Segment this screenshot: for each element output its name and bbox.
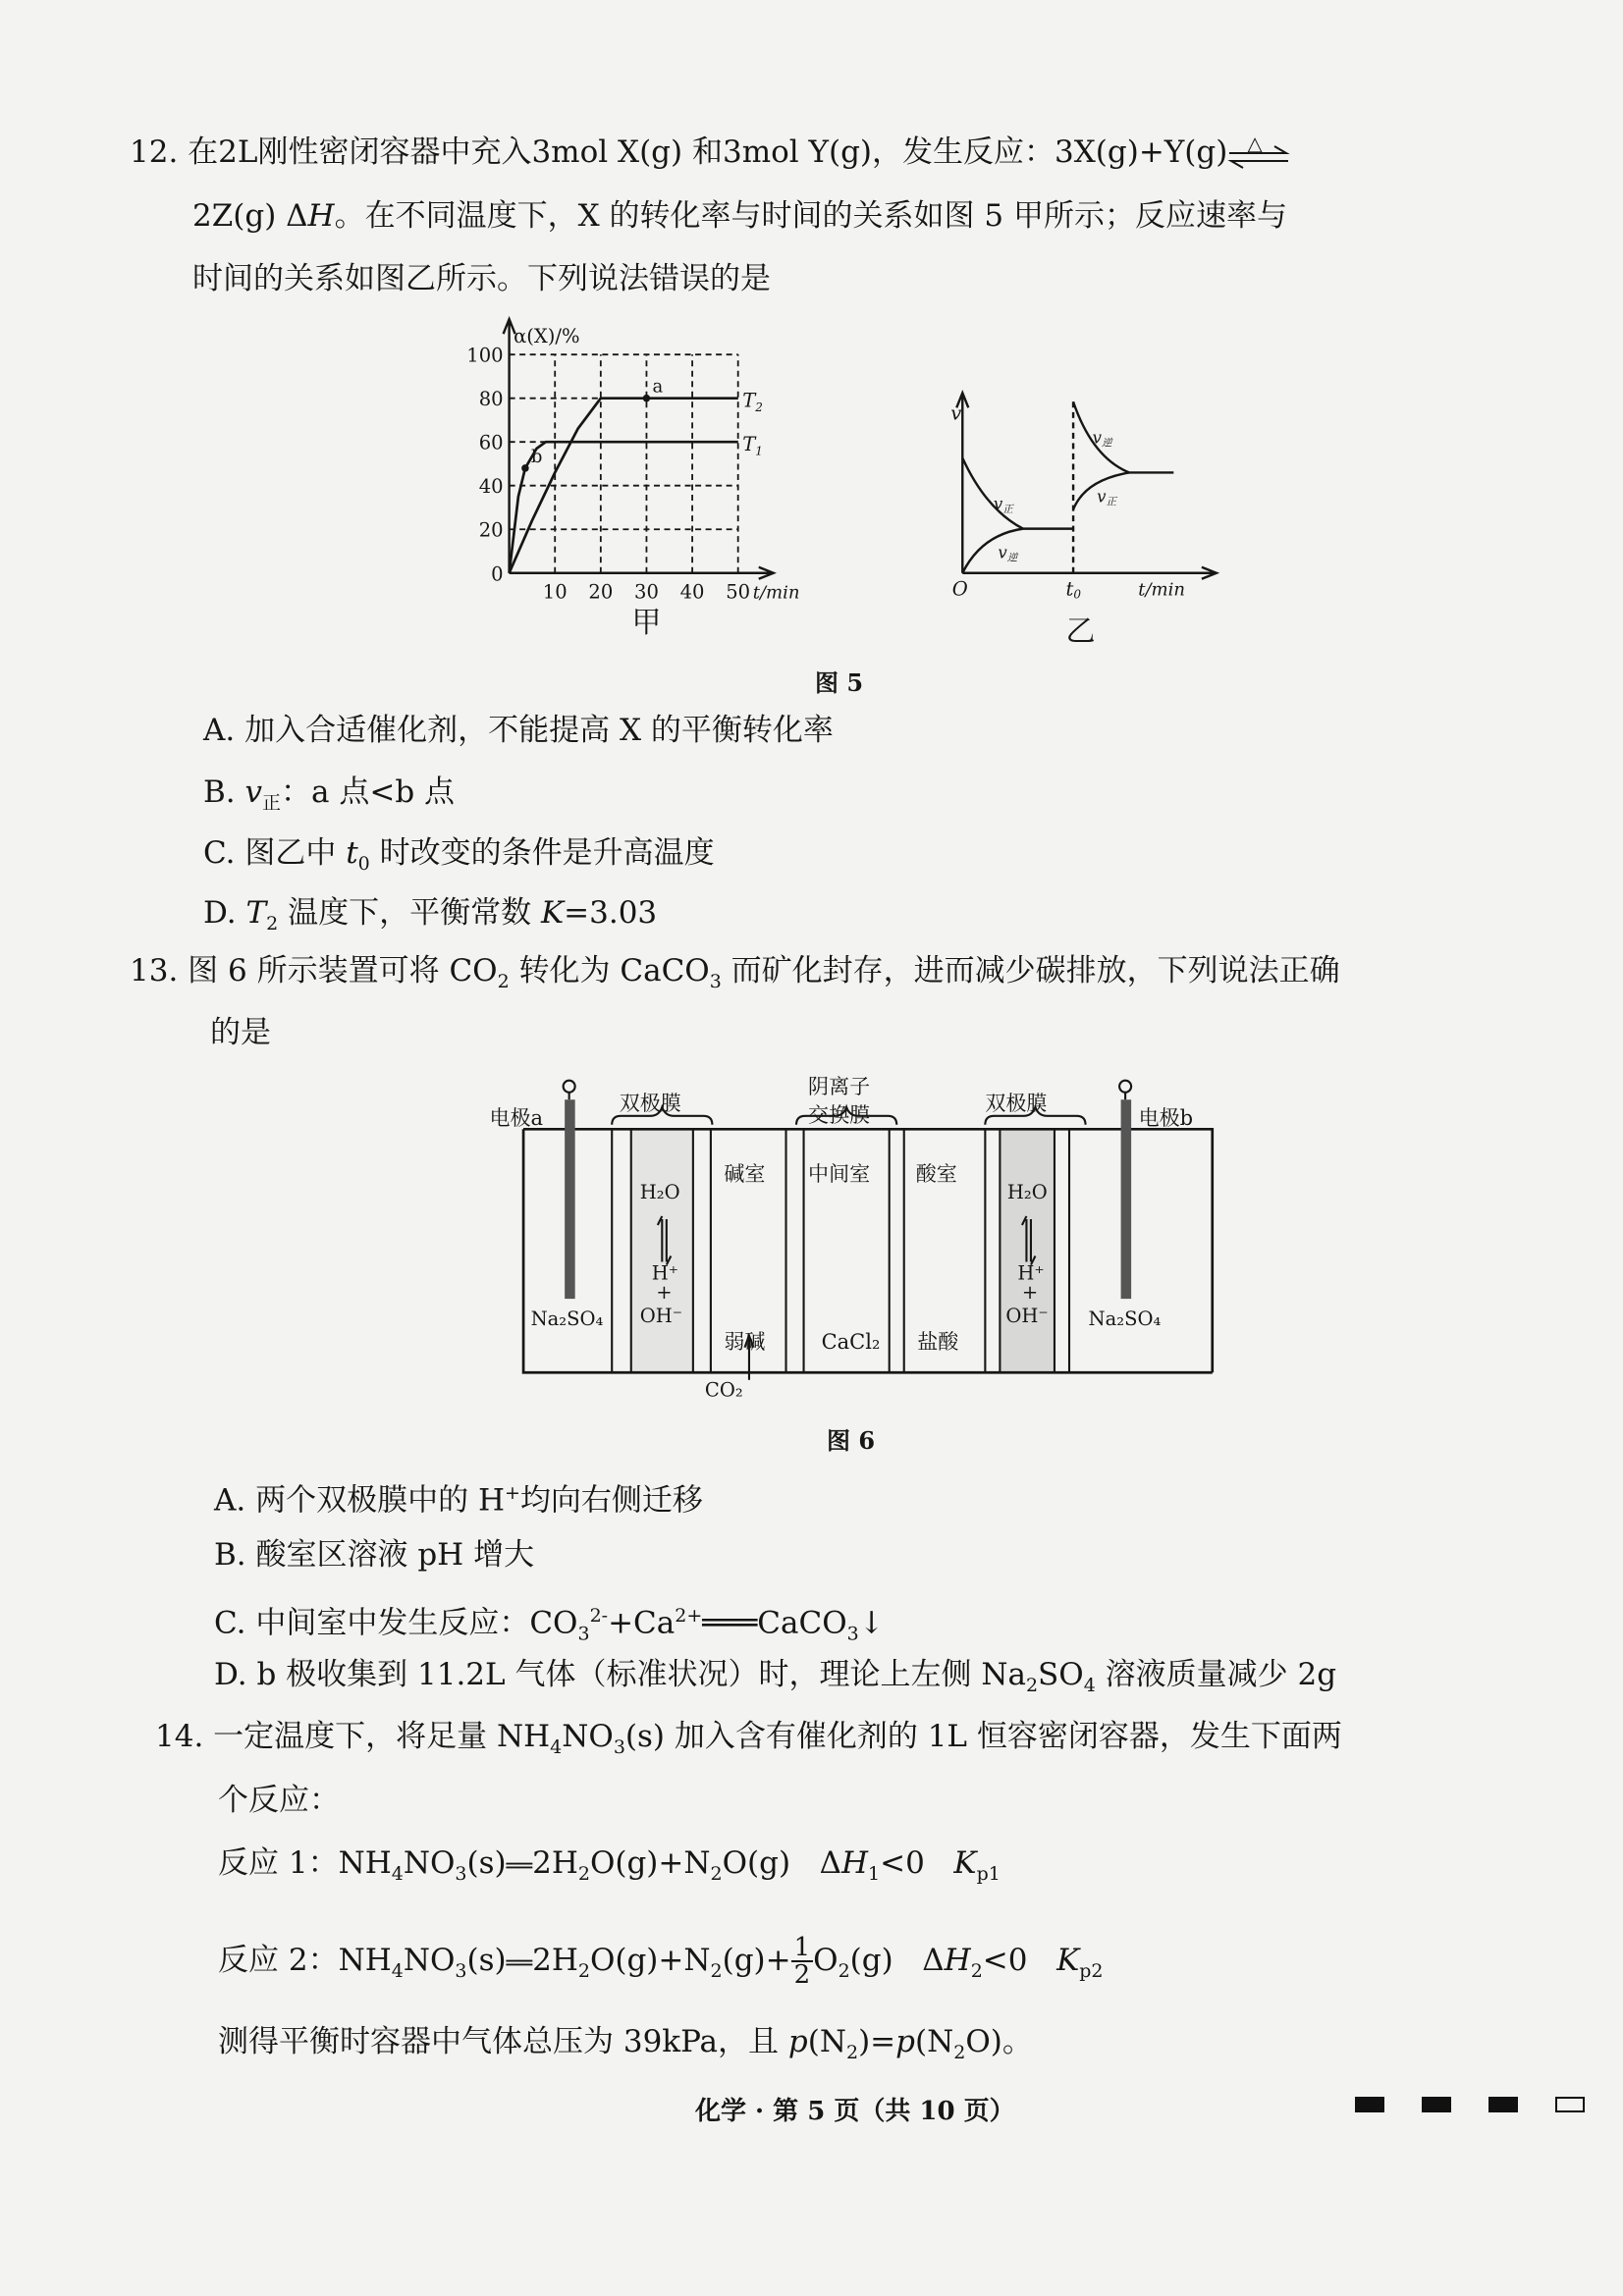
label-weak-base: 弱碱 — [724, 1329, 766, 1355]
electrode-a — [565, 1099, 575, 1299]
q14-stem-line1: 14. 一定温度下，将足量 $NH_4NO_3(s)$ 加入含有催化剂的 1L 恒容密闭容器，发生下面两 — [155, 1719, 1342, 1759]
label-anion-2: 交换膜 — [808, 1101, 871, 1127]
point-a — [643, 395, 651, 402]
yi-panel-label: 乙 — [1065, 614, 1096, 649]
yi-label-v-forward-1: v正 — [993, 495, 1013, 516]
point-label-a: a — [652, 376, 664, 398]
y-tick-label: 60 — [478, 431, 504, 454]
page-marker — [1488, 2097, 1518, 2112]
y-tick-label: 40 — [478, 475, 504, 499]
point-b — [521, 464, 529, 472]
x-tick-label: 20 — [588, 580, 614, 604]
reaction-2-part-a: 反应 2：$NH_4NO_3(s)══2H_2O(g)+N_2(g)+$ — [218, 1942, 791, 1982]
label-acid-room: 酸室 — [915, 1160, 957, 1186]
yi-label-v-reverse-2: v逆 — [1092, 428, 1112, 450]
yi-label-v-reverse-1: v逆 — [998, 543, 1018, 564]
yi-t-axis — [962, 567, 1217, 579]
x-axis-label: t/min — [752, 582, 800, 604]
label-plus-left: + — [656, 1281, 673, 1305]
q12-stem-line3: 时间的关系如图乙所示。下列说法错误的是 — [192, 261, 771, 296]
x-tick-label: 40 — [679, 580, 705, 604]
fraction-denominator: 2 — [793, 1960, 811, 1990]
q14-condition: 测得平衡时容器中气体总压为 39kPa，且 $p(N_2)=p(N_2O)$。 — [218, 2024, 1033, 2064]
yi-v-reverse-curve-1 — [962, 529, 1023, 573]
label-bipolar-right: 双极膜 — [985, 1090, 1048, 1115]
label-oh-right: OH⁻ — [1005, 1305, 1049, 1328]
yi-v-reverse-curve-2 — [1073, 401, 1173, 472]
label-hcl: 盐酸 — [917, 1329, 959, 1355]
series-label-T2: $T_2$ — [742, 389, 763, 415]
q13-option-a[interactable]: A. 两个双极膜中的 H+均向右侧迁移 — [214, 1482, 703, 1519]
x-axis — [510, 567, 774, 579]
q12-stem-line1 — [130, 133, 1290, 172]
reversible-arrow-delta — [1227, 131, 1290, 169]
electrode-b — [1121, 1099, 1132, 1299]
y-axis-label: α(X)/% — [514, 325, 580, 348]
q14-reaction-2 — [218, 1935, 1104, 1991]
yi-v-forward-curve-1 — [962, 457, 1073, 528]
heat-symbol: △ — [1247, 131, 1263, 155]
page-marker — [1422, 2097, 1451, 2112]
y-tick-label: 80 — [478, 388, 504, 411]
q13-option-b[interactable]: B. 酸室区溶液 pH 增大 — [214, 1537, 535, 1573]
label-na2so4-left: Na₂SO₄ — [530, 1308, 604, 1331]
label-electrode-a: 电极a — [489, 1104, 544, 1130]
label-oh-left: OH⁻ — [639, 1305, 683, 1328]
q13-option-c[interactable]: C. 中间室中发生反应：$CO_3^{2-}+Ca^{2+}═══CaCO_3↓$ — [214, 1605, 885, 1645]
q13-stem-line2: 的是 — [210, 1015, 271, 1050]
label-bipolar-left: 双极膜 — [619, 1090, 681, 1115]
label-anion-1: 阴离子 — [808, 1074, 871, 1099]
q13-option-d[interactable]: D. b 极收集到 11.2L 气体（标准状况）时，理论上左侧 $Na_2SO_4$ 溶液质量减少 2g — [214, 1657, 1337, 1697]
yi-xlabel: t/min — [1138, 579, 1186, 601]
q12-option-d[interactable]: D. $T_2$ 温度下，平衡常数 K=3.03 — [203, 895, 658, 935]
chart-jia — [466, 319, 799, 603]
q12-option-a[interactable]: A. 加入合适催化剂，不能提高 X 的平衡转化率 — [203, 713, 834, 748]
reaction-2-part-b: $O_2(g)$ $\Delta H_2<0$ $K_{p2}$ — [813, 1942, 1104, 1982]
q13-stem-line1: 13. 图 6 所示装置可将 $CO_2$ 转化为 CaCO$_3$ 而矿化封存，进而减少碳排放，下列说法正确 — [130, 953, 1340, 993]
label-h2o-left: H₂O — [639, 1180, 680, 1203]
equilibrium-arrow-icon — [1227, 143, 1290, 173]
q14-stem-line2: 个反应： — [218, 1783, 340, 1818]
fraction-numerator: 1 — [791, 1935, 814, 1962]
figure-6 — [479, 1070, 1357, 1410]
series-label-T1: $T_1$ — [742, 433, 763, 458]
label-cacl2: CaCl₂ — [821, 1329, 881, 1355]
label-hplus-right: H⁺ — [1017, 1261, 1045, 1285]
electrode-b-terminal — [1119, 1081, 1131, 1093]
figure-6-caption: 图 6 — [827, 1426, 876, 1455]
label-co2: CO₂ — [704, 1378, 743, 1402]
yi-label-v-forward-2: v正 — [1097, 487, 1117, 508]
y-tick-label: 20 — [478, 518, 504, 542]
label-base-room: 碱室 — [724, 1160, 766, 1186]
x-tick-label: 10 — [542, 580, 568, 604]
label-electrode-b: 电极b — [1138, 1104, 1194, 1130]
chart-yi — [956, 393, 1217, 578]
q12-text: 12. 在2L刚性密闭容器中充入3mol X(g) 和3mol Y(g)，发生反应：3X(g)+Y(g) — [130, 134, 1228, 170]
anion-exchange-membrane — [786, 1129, 804, 1372]
q14-reaction-1: 反应 1：$NH_4NO_3(s)══2H_2O(g)+N_2O(g)$ $\Delta H_1<0$ $K_{p1}$ — [218, 1845, 1001, 1886]
yi-t0: t0 — [1065, 577, 1082, 602]
x-tick-label: 50 — [726, 580, 751, 604]
page-marker — [1355, 2097, 1384, 2112]
q12-option-b[interactable]: B. $v_正$：a 点<b 点 — [203, 774, 456, 815]
y-tick-label: 100 — [466, 344, 504, 367]
jia-panel-label: 甲 — [631, 605, 662, 640]
label-hplus-left: H⁺ — [651, 1261, 679, 1285]
yi-origin: O — [951, 577, 968, 601]
page-marker-empty — [1555, 2097, 1585, 2112]
label-h2o-right: H₂O — [1006, 1180, 1048, 1203]
page-footer: 化学 · 第 5 页（共 10 页） — [695, 2097, 1015, 2126]
series-T1 — [510, 442, 738, 573]
label-na2so4-right: Na₂SO₄ — [1088, 1308, 1162, 1331]
electrode-a-terminal — [564, 1081, 575, 1093]
point-label-b: b — [530, 446, 543, 467]
label-middle-room: 中间室 — [808, 1160, 871, 1186]
label-plus-right: + — [1021, 1281, 1039, 1305]
y-tick-label: 0 — [491, 562, 504, 586]
yi-ylabel: v — [950, 401, 962, 425]
figure-5-caption: 图 5 — [815, 668, 864, 697]
figure-5 — [466, 310, 1240, 650]
q12-stem-line2: 2Z(g) ΔH。在不同温度下，X 的转化率与时间的关系如图 5 甲所示；反应速率与 — [192, 198, 1287, 234]
x-tick-label: 30 — [634, 580, 659, 604]
fraction-one-half — [791, 1935, 814, 1988]
q12-option-c[interactable]: C. 图乙中 $t_0$ 时改变的条件是升高温度 — [203, 835, 715, 876]
membrane-middle-acid — [890, 1129, 904, 1372]
